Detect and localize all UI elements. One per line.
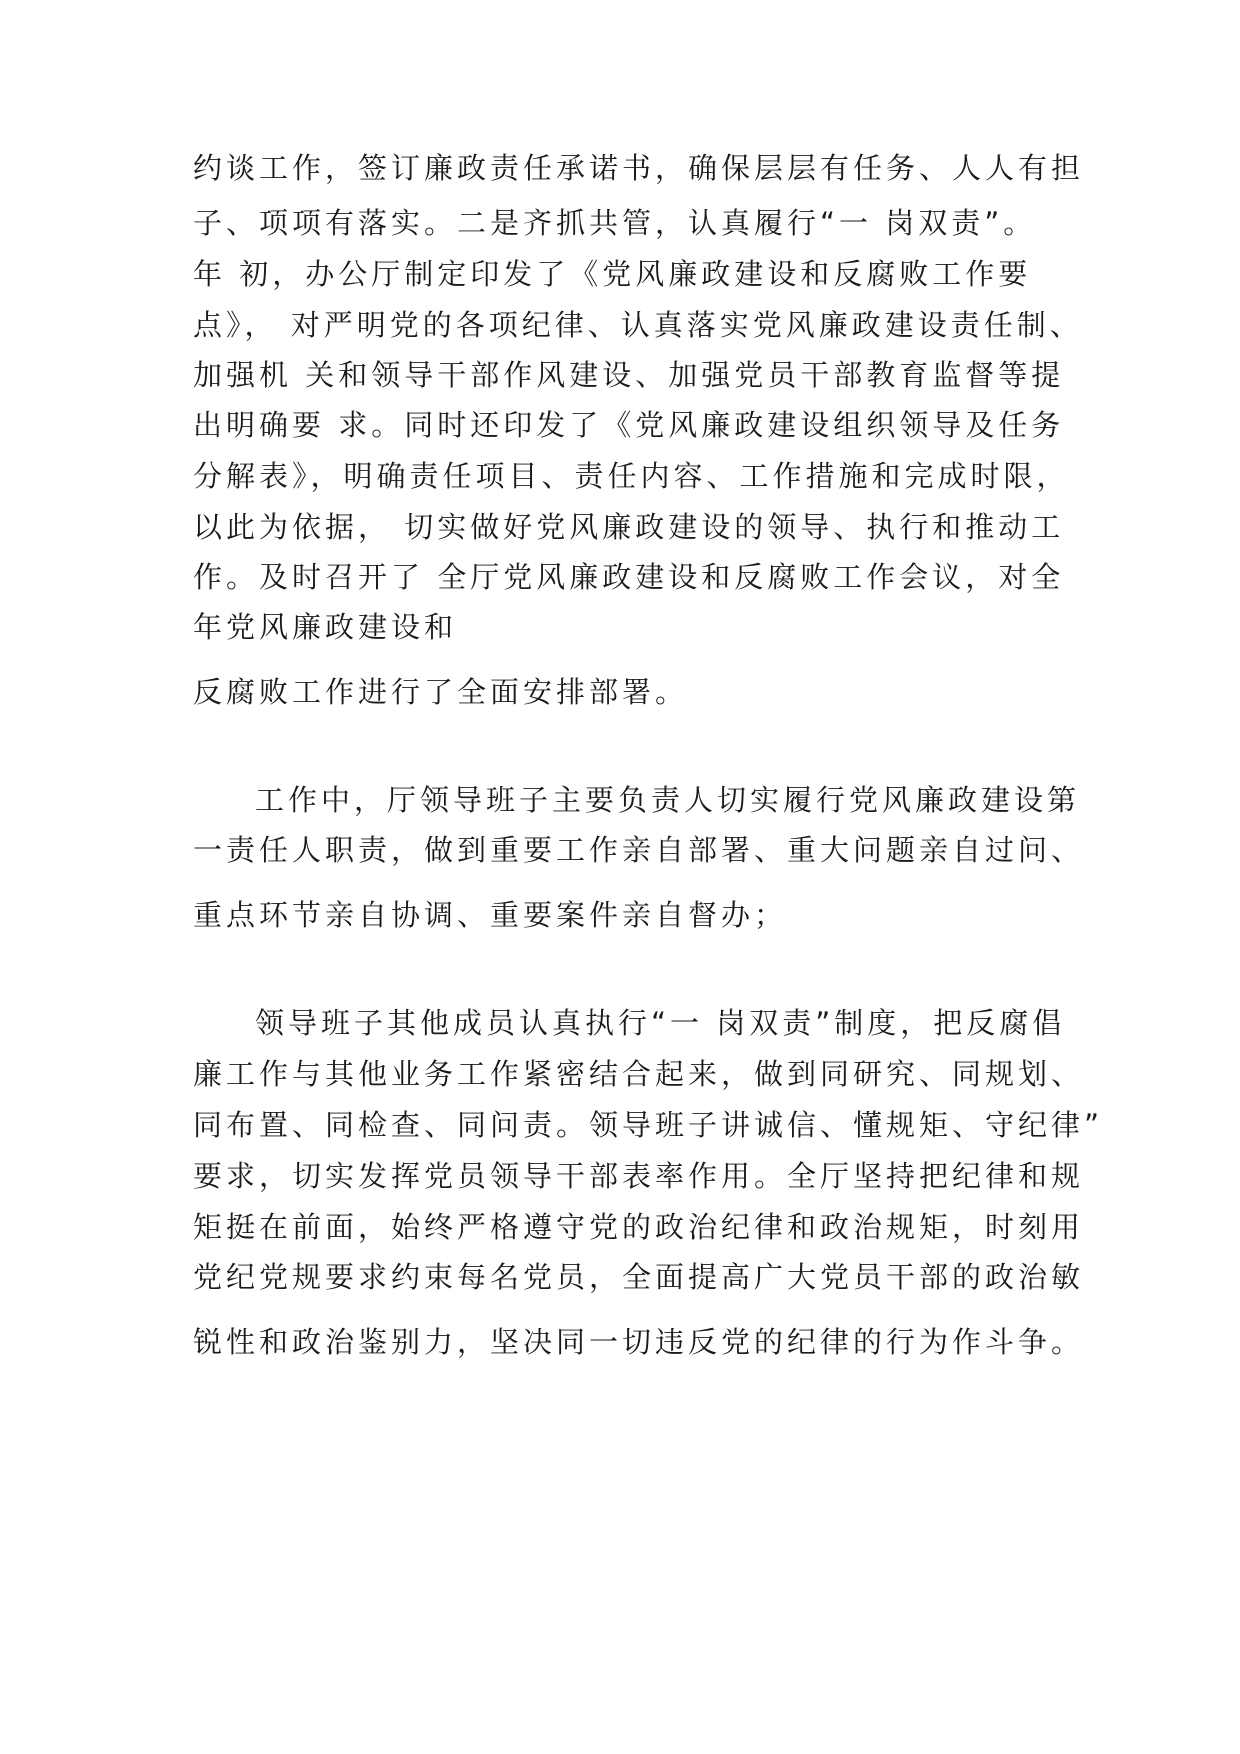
text-line: 锐性和政治鉴别力，坚决同一切违反党的纪律的行为作斗争。 bbox=[193, 1325, 1085, 1359]
text-line: 加强机 关和领导干部作风建设、加强党员干部教育监督等提 bbox=[193, 358, 1065, 392]
text-line: 子、项项有落实。二是齐抓共管，认真履行“一 岗双责”。 bbox=[193, 206, 1037, 240]
text-line: 廉工作与其他业务工作紧密结合起来，做到同研究、同规划、 bbox=[193, 1057, 1085, 1091]
text-line: 约谈工作，签订廉政责任承诺书，确保层层有任务、人人有担 bbox=[193, 151, 1085, 185]
text-line: 出明确要 求。同时还印发了《党风廉政建设组织领导及任务 bbox=[193, 408, 1065, 442]
text-line: 年 初，办公厅制定印发了《党风廉政建设和反腐败工作要 bbox=[193, 257, 1032, 291]
text-line: 一责任人职责，做到重要工作亲自部署、重大问题亲自过问、 bbox=[193, 833, 1085, 867]
text-line: 分解表》，明确责任项目、责任内容、工作措施和完成时限， bbox=[193, 459, 1070, 493]
text-line: 矩挺在前面，始终严格遵守党的政治纪律和政治规矩，时刻用 bbox=[193, 1210, 1085, 1244]
text-line: 要求，切实发挥党员领导干部表率作用。全厅坚持把纪律和规 bbox=[193, 1159, 1085, 1193]
text-line: 点》， 对严明党的各项纪律、认真落实党风廉政建设责任制、 bbox=[193, 308, 1083, 342]
text-line: 以此为依据， 切实做好党风廉政建设的领导、执行和推动工 bbox=[193, 510, 1065, 544]
text-line: 党纪党规要求约束每名党员，全面提高广大党员干部的政治敏 bbox=[193, 1260, 1085, 1294]
text-line: 年党风廉政建设和 bbox=[193, 610, 458, 644]
paragraph-first-line: 领导班子其他成员认真执行“一 岗双责”制度，把反腐倡 bbox=[255, 1006, 1066, 1040]
text-line: 反腐败工作进行了全面安排部署。 bbox=[193, 675, 689, 709]
text-line: 同布置、同检查、同问责。领导班子讲诚信、懂规矩、守纪律” bbox=[193, 1108, 1104, 1142]
text-line: 重点环节亲自协调、重要案件亲自督办； bbox=[193, 898, 788, 932]
text-line: 作。及时召开了 全厅党风廉政建设和反腐败工作会议，对全 bbox=[193, 560, 1065, 594]
paragraph-first-line: 工作中，厅领导班子主要负责人切实履行党风廉政建设第 bbox=[255, 783, 1081, 817]
